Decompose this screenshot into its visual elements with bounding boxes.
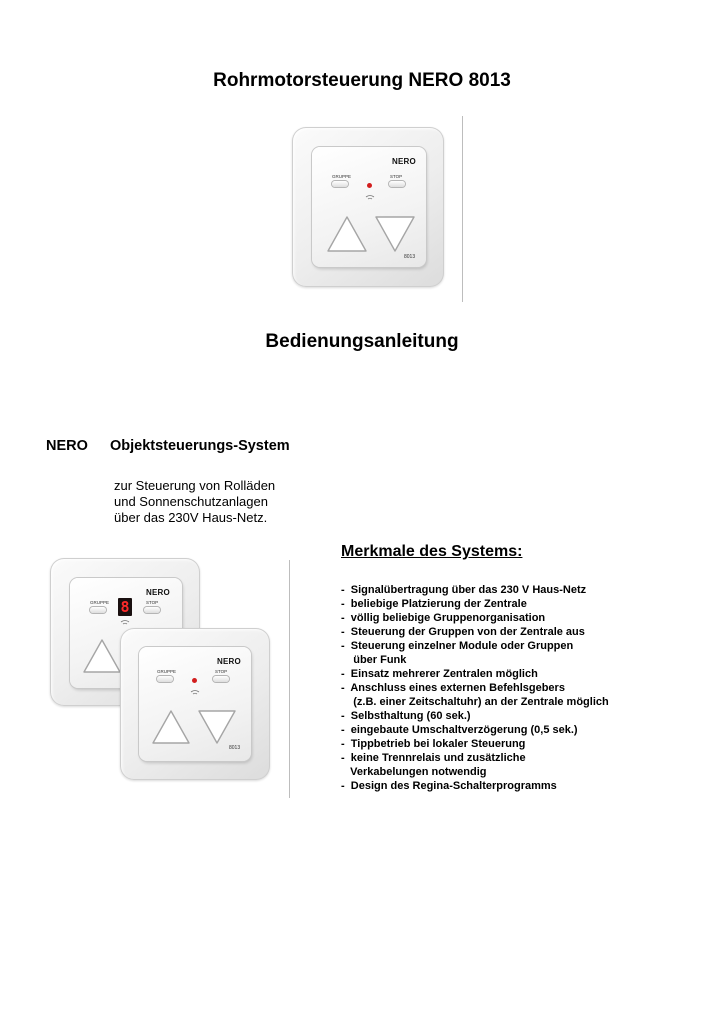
- switch-brand-label: NERO: [146, 588, 170, 597]
- intro-text: [114, 478, 275, 526]
- document-subtitle: Bedienungsanleitung: [265, 331, 459, 352]
- model-number-label: 8013: [404, 254, 416, 260]
- bottom-image-divider: [289, 560, 290, 798]
- feature-item: - Signalübertragung über das 230 V Haus-Netz: [341, 584, 587, 596]
- stop-button: [389, 181, 405, 187]
- up-arrow-icon: [82, 638, 122, 674]
- feature-item: - Steuerung einzelner Module oder Gruppen: [341, 640, 574, 652]
- radio-icon: [365, 194, 375, 200]
- radio-icon: [120, 619, 130, 625]
- stop-button: [213, 676, 229, 682]
- status-led: [367, 183, 372, 188]
- down-arrow-icon: [374, 215, 416, 253]
- section-heading-name: Objektsteuerungs-System: [109, 438, 290, 454]
- product-photo-single-switch: [292, 127, 444, 287]
- model-number-label: 8013: [229, 745, 241, 751]
- stop-label: STOP: [215, 669, 228, 674]
- switch-plate: [139, 647, 251, 761]
- switch-brand-label: NERO: [217, 657, 241, 666]
- radio-icon: [190, 689, 200, 695]
- segment-display: 8: [118, 598, 132, 616]
- stop-label: STOP: [390, 174, 403, 179]
- feature-item: über Funk: [341, 654, 407, 666]
- top-image-divider: [462, 116, 463, 302]
- feature-item: - Einsatz mehrerer Zentralen möglich: [341, 668, 538, 680]
- feature-item: - keine Trennrelais und zusätzliche: [341, 752, 526, 764]
- document-title: Rohrmotorsteuerung NERO 8013: [213, 70, 511, 91]
- gruppe-button: [332, 181, 348, 187]
- gruppe-label: GRUPPE: [90, 600, 110, 605]
- up-arrow-icon: [151, 709, 191, 745]
- feature-item: (z.B. einer Zeitschaltuhr) an der Zentrale möglich: [341, 696, 609, 708]
- feature-item: - Anschluss eines externen Befehlsgebers: [341, 682, 565, 694]
- feature-item: - eingebaute Umschaltverzögerung (0,5 sek.): [341, 724, 578, 736]
- switch-brand-label: NERO: [392, 157, 416, 166]
- stop-label: STOP: [146, 600, 159, 605]
- intro-line: über das 230V Haus-Netz.: [114, 510, 268, 525]
- switch-plate: [312, 147, 426, 267]
- gruppe-label: GRUPPE: [157, 669, 177, 674]
- feature-item: - Steuerung der Gruppen von der Zentrale aus: [341, 626, 585, 638]
- product-photo-two-switches: [50, 558, 282, 802]
- feature-item: - völlig beliebige Gruppenorganisation: [341, 612, 546, 624]
- down-arrow-icon: [197, 709, 237, 745]
- feature-item: - Selbsthaltung (60 sek.): [341, 710, 471, 722]
- section-heading: [46, 438, 290, 454]
- gruppe-label: GRUPPE: [332, 174, 352, 179]
- gruppe-button: [157, 676, 173, 682]
- section-heading-brand: NERO: [46, 438, 88, 454]
- intro-line: und Sonnenschutzanlagen: [114, 494, 268, 509]
- features-list: [341, 583, 609, 793]
- features-title: Merkmale des Systems:: [341, 543, 523, 560]
- feature-item: Verkabelungen notwendig: [341, 766, 487, 778]
- switch-front: [120, 628, 270, 780]
- gruppe-button: [90, 607, 106, 613]
- feature-item: - Tippbetrieb bei lokaler Steuerung: [341, 738, 526, 750]
- feature-item: - beliebige Platzierung der Zentrale: [341, 598, 527, 610]
- intro-line: zur Steuerung von Rolläden: [114, 478, 276, 493]
- up-arrow-icon: [326, 215, 368, 253]
- feature-item: - Design des Regina-Schalterprogramms: [341, 780, 557, 792]
- stop-button: [144, 607, 160, 613]
- status-led: [192, 678, 197, 683]
